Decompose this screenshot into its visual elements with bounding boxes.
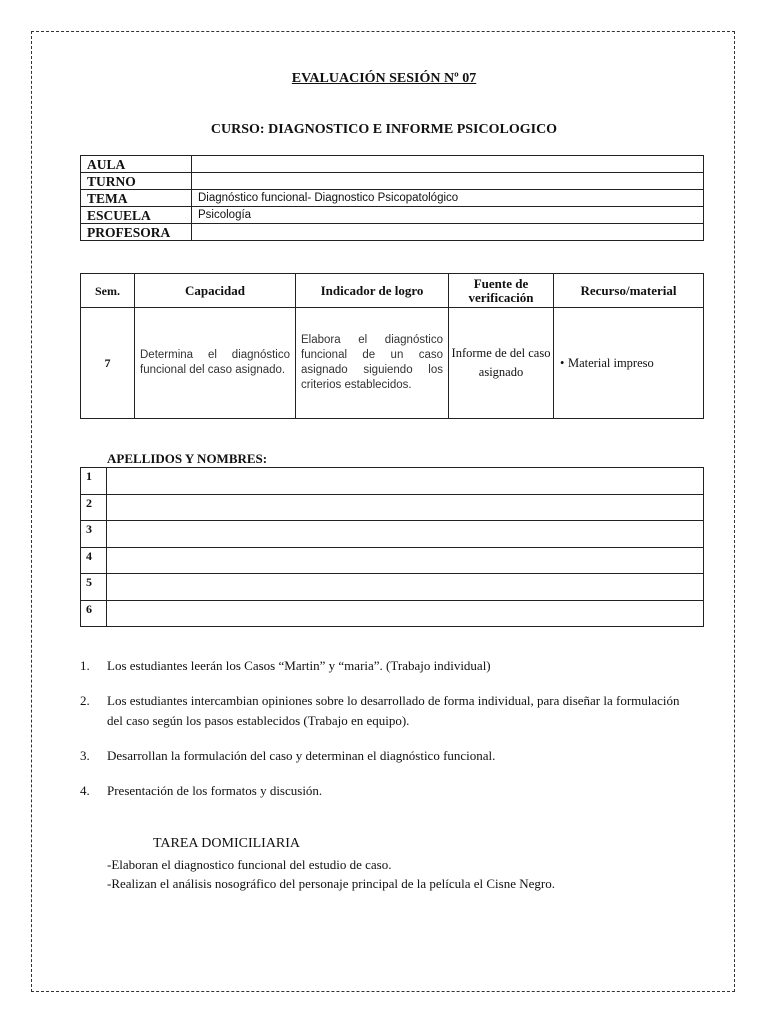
name-field[interactable]	[107, 600, 704, 627]
info-row-aula	[81, 156, 704, 173]
header-indicador: Indicador de logro	[296, 274, 449, 308]
row-number: 4	[81, 547, 107, 574]
step-number: 2.	[80, 693, 90, 708]
step-text: Presentación de los formatos y discusión.	[107, 783, 323, 798]
step-item	[80, 656, 680, 676]
info-value	[192, 156, 704, 173]
name-field[interactable]	[107, 547, 704, 574]
names-label: APELLIDOS Y NOMBRES:	[107, 451, 268, 466]
row-number: 5	[81, 574, 107, 601]
cell-indicador: Elabora el diagnóstico funcional de un caso asignado siguiendo los criterios establecidos.	[296, 308, 449, 419]
header-recurso: Recurso/material	[554, 274, 704, 308]
homework-title: TAREA DOMICILIARIA	[153, 836, 301, 851]
capacity-data-row	[81, 308, 704, 419]
names-row	[81, 600, 704, 627]
step-text: Desarrollan la formulación del caso y determinan el diagnóstico funcional.	[107, 748, 496, 763]
header-sem: Sem.	[81, 274, 135, 308]
name-field[interactable]	[107, 521, 704, 548]
step-text: Los estudiantes intercambian opiniones sobre lo desarrollado de forma individual, para diseñar la formulación del caso según los pasos establecidos (Trabajo en equipo).	[107, 693, 680, 728]
info-row-profesora	[81, 224, 704, 241]
step-number: 1.	[80, 658, 90, 673]
info-value: Psicología	[192, 207, 704, 224]
homework-lines	[107, 855, 555, 893]
header-fuente: Fuente de verificación	[449, 274, 554, 308]
course-title: CURSO: DIAGNOSTICO E INFORME PSICOLOGICO	[210, 122, 558, 137]
capacity-header-row	[81, 274, 704, 308]
names-row	[81, 547, 704, 574]
homework-line: -Realizan el análisis nosográfico del personaje principal de la película el Cisne Negro.	[107, 876, 555, 891]
names-row	[81, 574, 704, 601]
row-number: 1	[81, 468, 107, 495]
info-value: Diagnóstico funcional- Diagnostico Psicopatológico	[192, 190, 704, 207]
cell-sem: 7	[81, 308, 135, 419]
row-number: 3	[81, 521, 107, 548]
document-title: EVALUACIÓN SESIÓN Nº 07	[291, 71, 477, 86]
names-row	[81, 521, 704, 548]
cell-fuente: Informe de del caso asignado	[449, 308, 554, 419]
header-capacidad: Capacidad	[135, 274, 296, 308]
recurso-text: Material impreso	[568, 355, 654, 370]
info-label: ESCUELA	[81, 207, 192, 224]
homework-line: -Elaboran el diagnostico funcional del estudio de caso.	[107, 857, 392, 872]
info-label: AULA	[81, 156, 192, 173]
cell-recurso	[554, 308, 704, 419]
step-text: Los estudiantes leerán los Casos “Martin” y “maria”. (Trabajo individual)	[107, 658, 491, 673]
info-label: TURNO	[81, 173, 192, 190]
steps-list	[80, 656, 680, 816]
row-number: 6	[81, 600, 107, 627]
name-field[interactable]	[107, 468, 704, 495]
info-label: PROFESORA	[81, 224, 192, 241]
names-row	[81, 494, 704, 521]
cell-capacidad: Determina el diagnóstico funcional del caso asignado.	[135, 308, 296, 419]
name-field[interactable]	[107, 494, 704, 521]
step-number: 4.	[80, 783, 90, 798]
info-label: TEMA	[81, 190, 192, 207]
step-item	[80, 746, 680, 766]
info-row-turno	[81, 173, 704, 190]
info-table	[80, 155, 704, 241]
info-row-escuela	[81, 207, 704, 224]
step-number: 3.	[80, 748, 90, 763]
bullet-icon: •	[560, 355, 565, 370]
info-value	[192, 173, 704, 190]
info-value	[192, 224, 704, 241]
capacity-table	[80, 273, 704, 419]
step-item	[80, 691, 680, 731]
step-item	[80, 781, 680, 801]
names-row	[81, 468, 704, 495]
row-number: 2	[81, 494, 107, 521]
names-table	[80, 467, 704, 627]
name-field[interactable]	[107, 574, 704, 601]
info-row-tema	[81, 190, 704, 207]
